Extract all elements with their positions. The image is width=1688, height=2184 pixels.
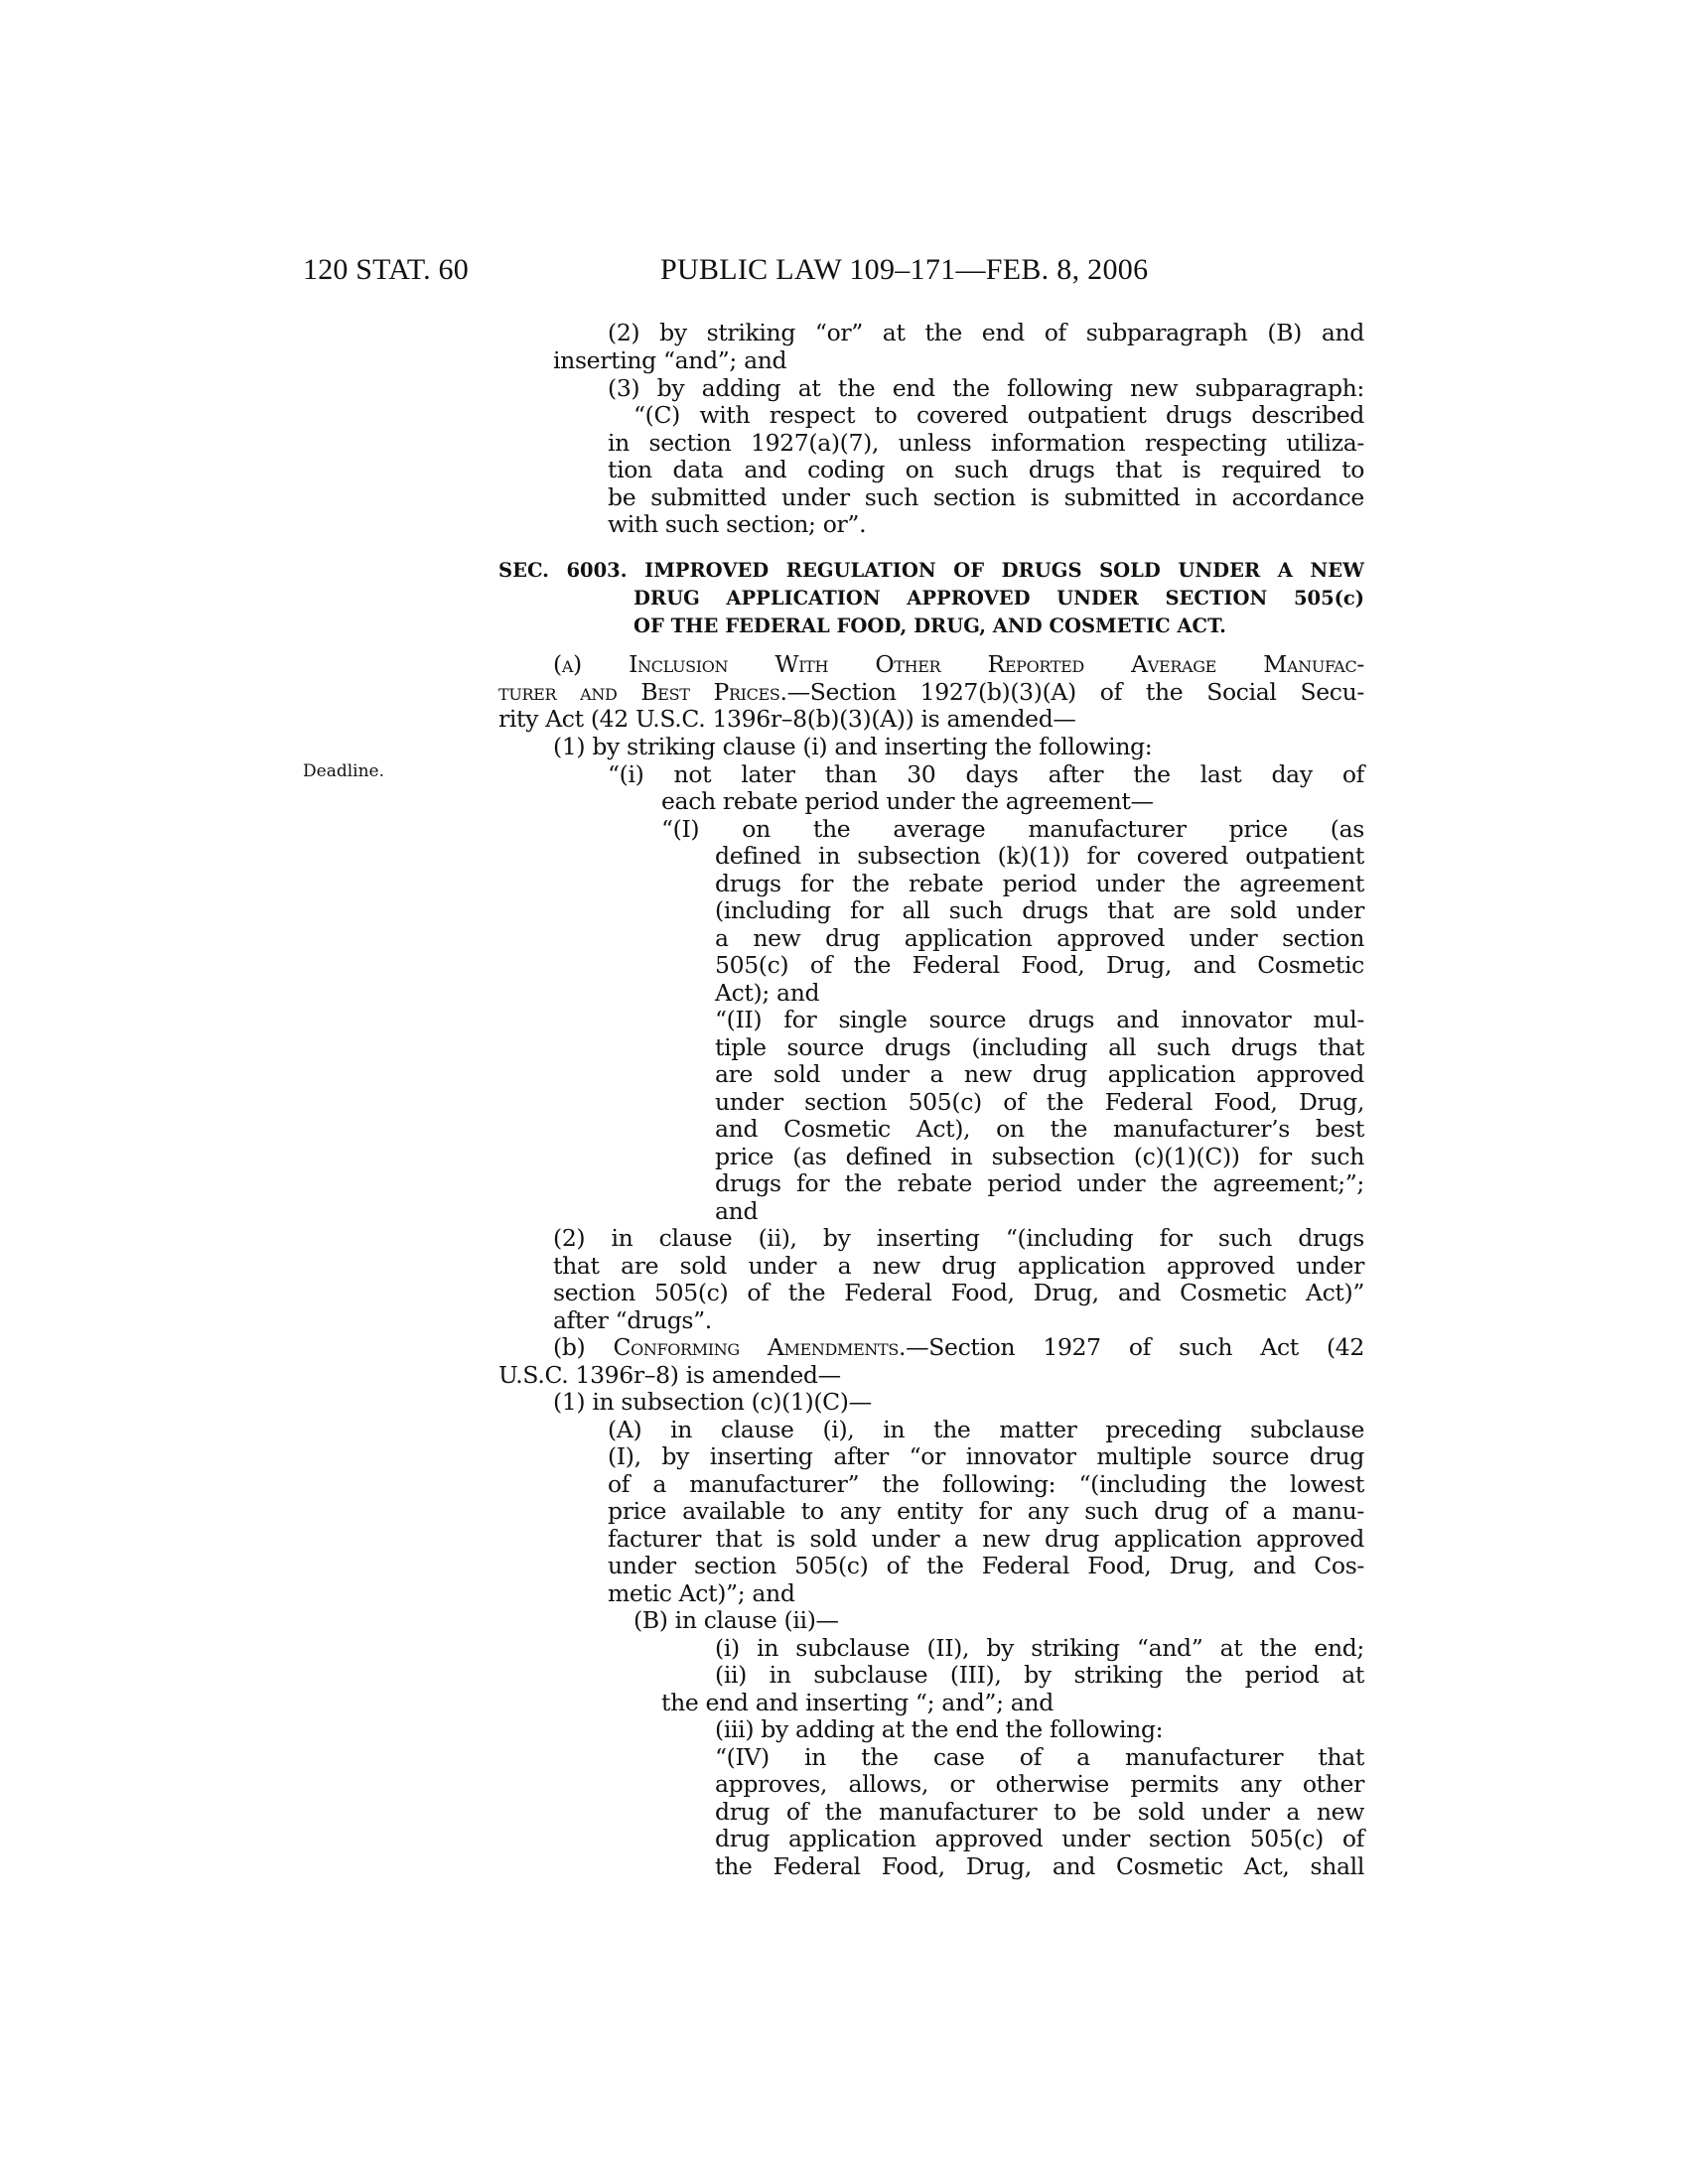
text-line: (ii) in subclause (III), by striking the period at (715, 1661, 1364, 1689)
text-line: inserting “and”; and (553, 346, 787, 374)
text-line: a new drug application approved under section (715, 924, 1364, 952)
text-line: (B) in clause (ii)— (633, 1606, 839, 1634)
text-line: defined in subsection (k)(1)) for covered outpatient (715, 842, 1364, 870)
text-line: drugs for the rebate period under the agreement (715, 870, 1364, 897)
text-line: price available to any entity for any such drug of a manu- (608, 1497, 1364, 1525)
text-line: and (715, 1197, 759, 1225)
text-line: “(C) with respect to covered outpatient drugs described (633, 401, 1364, 429)
text-line: rity Act (42 U.S.C. 1396r–8(b)(3)(A)) is amended— (498, 705, 1076, 733)
text-line: each rebate period under the agreement— (661, 787, 1154, 815)
page-number: 120 STAT. 60 (303, 253, 469, 286)
text-line: metic Act)”; and (608, 1579, 795, 1607)
text-line: (2) in clause (ii), by inserting “(including for such drugs (553, 1224, 1364, 1252)
text-line: price (as defined in subsection (c)(1)(C)) for such (715, 1143, 1364, 1170)
text-line: drug of the manufacturer to be sold under a new (715, 1798, 1364, 1826)
text-line: “(I) on the average manufacturer price (as (661, 815, 1364, 843)
text-line: the Federal Food, Drug, and Cosmetic Act, shall (715, 1852, 1364, 1880)
text-line: (i) in subclause (II), by striking “and” at the end; (715, 1634, 1364, 1662)
text-line: (b) Conforming Amendments.—Section 1927 of such Act (42 (553, 1333, 1364, 1361)
text-line: section 505(c) of the Federal Food, Drug, and Cosmetic Act)” (553, 1279, 1364, 1306)
running-head: PUBLIC LAW 109–171—FEB. 8, 2006 (660, 253, 1149, 286)
text-line: turer and Best Prices.—Section 1927(b)(3)(A) of the Social Secu- (498, 678, 1364, 706)
text-line: facturer that is sold under a new drug application approved (608, 1525, 1364, 1553)
text-line: and Cosmetic Act), on the manufacturer’s best (715, 1115, 1364, 1143)
text-line: (3) by adding at the end the following new subparagraph: (608, 374, 1364, 402)
text-line: be submitted under such section is submitted in accordance (608, 483, 1364, 511)
section-heading-line: OF THE FEDERAL FOOD, DRUG, AND COSMETIC ACT. (633, 614, 1226, 637)
text-line: (I), by inserting after “or innovator multiple source drug (608, 1442, 1364, 1470)
text-line: (2) by striking “or” at the end of subparagraph (B) and (608, 319, 1364, 346)
text-line: after “drugs”. (553, 1306, 712, 1334)
text-line: “(i) not later than 30 days after the last day of (608, 760, 1364, 788)
text-line: U.S.C. 1396r–8) is amended— (498, 1361, 841, 1389)
text-line: the end and inserting “; and”; and (661, 1689, 1054, 1716)
text-line: under section 505(c) of the Federal Food, Drug, and Cos- (608, 1552, 1364, 1579)
section-heading-line: SEC. 6003. IMPROVED REGULATION OF DRUGS SOLD UNDER A NEW (498, 559, 1364, 582)
text-line: “(II) for single source drugs and innovator mul- (715, 1006, 1364, 1033)
text-line: of a manufacturer” the following: “(including the lowest (608, 1470, 1364, 1498)
text-line: (1) by striking clause (i) and inserting the following: (553, 733, 1153, 760)
text-line: tiple source drugs (including all such drugs that (715, 1033, 1364, 1061)
text-line: with such section; or”. (608, 510, 867, 538)
text-line: drug application approved under section 505(c) of (715, 1825, 1364, 1852)
text-line: (a) Inclusion With Other Reported Average Manufac- (553, 650, 1364, 678)
text-line: (A) in clause (i), in the matter preceding subclause (608, 1416, 1364, 1443)
text-line: (including for all such drugs that are sold under (715, 896, 1364, 924)
text-line: (1) in subsection (c)(1)(C)— (553, 1388, 872, 1416)
text-line: Act); and (715, 979, 820, 1007)
text-line: under section 505(c) of the Federal Food, Drug, (715, 1088, 1364, 1116)
text-line: approves, allows, or otherwise permits any other (715, 1770, 1364, 1798)
margin-note-deadline: Deadline. (303, 761, 384, 781)
text-line: drugs for the rebate period under the agreement;”; (715, 1169, 1364, 1197)
text-line: are sold under a new drug application approved (715, 1060, 1364, 1088)
text-line: in section 1927(a)(7), unless information respecting utiliza- (608, 429, 1364, 457)
text-line: that are sold under a new drug application approved under (553, 1252, 1364, 1280)
text-line: tion data and coding on such drugs that is required to (608, 456, 1364, 483)
section-heading-line: DRUG APPLICATION APPROVED UNDER SECTION 505(c) (633, 587, 1364, 610)
text-line: (iii) by adding at the end the following: (715, 1715, 1164, 1743)
text-line: “(IV) in the case of a manufacturer that (715, 1743, 1364, 1771)
text-line: 505(c) of the Federal Food, Drug, and Cosmetic (715, 951, 1364, 979)
